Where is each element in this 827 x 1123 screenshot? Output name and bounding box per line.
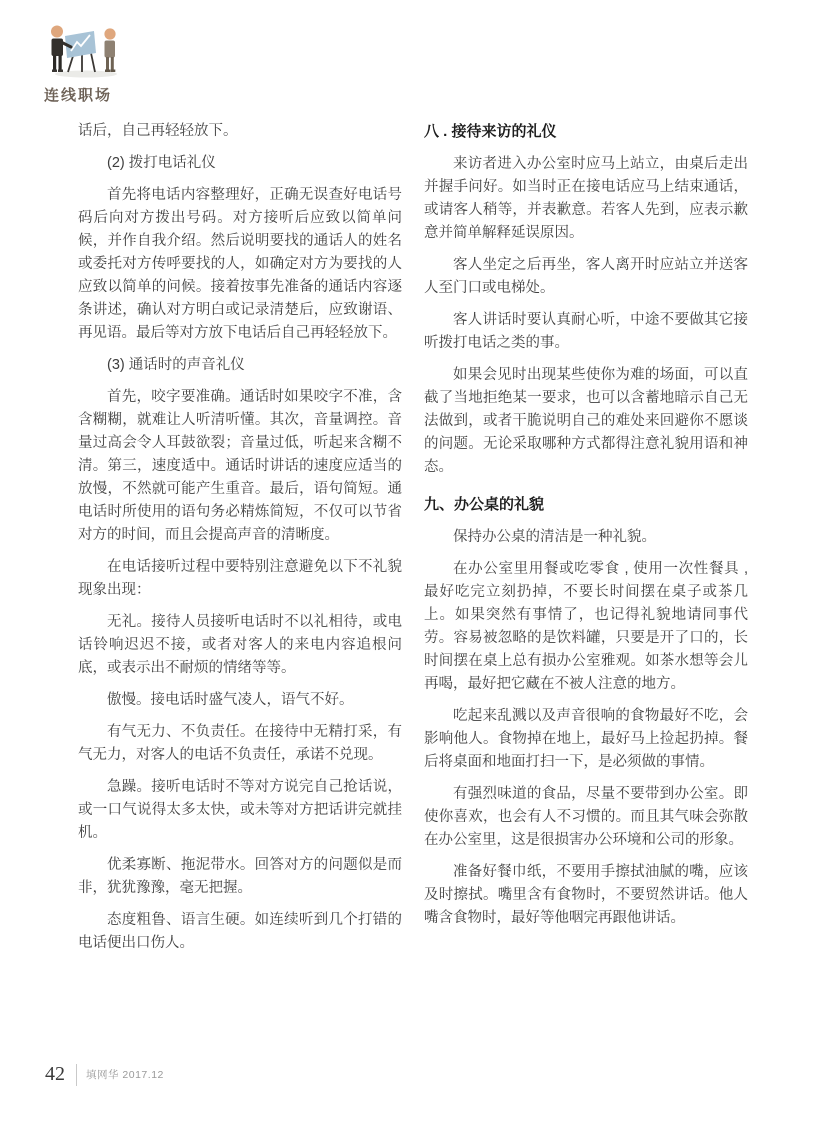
paragraph: 话后，自己再轻轻放下。 bbox=[78, 123, 238, 139]
paragraph: (2) 拨打电话礼仪 bbox=[107, 155, 216, 171]
paragraph: 客人讲话时要认真耐心听，中途不要做其它接听拨打电话之类的事。 bbox=[424, 312, 748, 351]
section-heading: 九、办公桌的礼貌 bbox=[424, 496, 545, 513]
paragraph: 吃起来乱溅以及声音很响的食物最好不吃，会影响他人。食物掉在地上，最好马上捡起扔掉。餐后将桌面和地面打扫一下，是必须做的事情。 bbox=[424, 708, 748, 770]
column-logo-text: 连线职场 bbox=[44, 87, 113, 104]
paragraph: 客人坐定之后再坐，客人离开时应站立并送客人至门口或电梯处。 bbox=[424, 257, 748, 296]
paragraph: 傲慢。接电话时盛气凌人，语气不好。 bbox=[107, 692, 354, 708]
page-footer bbox=[45, 1063, 164, 1086]
column-logo bbox=[44, 22, 154, 105]
paragraph: 优柔寡断、拖泥带水。回答对方的问题似是而非，犹犹豫豫，毫无把握。 bbox=[78, 857, 402, 896]
right-column bbox=[424, 120, 748, 964]
paragraph: 首先，咬字要准确。通话时如果咬字不准，含含糊糊，就难让人听清听懂。其次，音量调控。音量过高会令人耳鼓欲裂；音量过低，听起来含糊不清。第三，速度适中。通话时讲话的速度应适当的放慢，不然就可能产生重音。最后，语句简短。通电话时所使用的语句务必精炼简短，不仅可以节省对方的时间，而且会提高声音的清晰度。 bbox=[78, 389, 402, 543]
article-body bbox=[78, 120, 748, 964]
paragraph: 态度粗鲁、语言生硬。如连续听到几个打错的电话便出口伤人。 bbox=[78, 912, 402, 951]
left-column bbox=[78, 120, 402, 964]
paragraph: 首先将电话内容整理好，正确无误查好电话号码后向对方拨出号码。对方接听后应致以简单问候，并作自我介绍。然后说明要找的通话人的姓名或委托对方传呼要找的人，如确定对方为要找的人应致以简单的问候。接着按事先准备的通话内容逐条讲述，确认对方明白或记录清楚后，应致谢语、再见语。最后等对方放下电话后自己再轻轻放下。 bbox=[78, 187, 402, 341]
magazine-name-date: 填网华 2017.12 bbox=[86, 1069, 164, 1081]
paragraph: (3) 通话时的声音礼仪 bbox=[107, 357, 245, 373]
paragraph: 在办公室里用餐或吃零食 , 使用一次性餐具 , 最好吃完立刻扔掉，不要长时间摆在桌子或茶几上。如果突然有事情了，也记得礼貌地请同事代劳。容易被忽略的是饮料罐，只要是开了口的，长时间摆在桌上总有损办公室雅观。如茶水想等会儿再喝，最好把它藏在不被人注意的地方。 bbox=[424, 561, 748, 692]
paragraph: 有强烈味道的食品，尽量不要带到办公室。即使你喜欢，也会有人不习惯的。而且其气味会弥散在办公室里，这是很损害办公环境和公司的形象。 bbox=[424, 786, 748, 848]
paragraph: 如果会见时出现某些使你为难的场面，可以直截了当地拒绝某一要求，也可以含蓄地暗示自己无法做到，或者干脆说明自己的难处来回避你不愿谈的问题。无论采取哪种方式都得注意礼貌用语和神态。 bbox=[424, 367, 748, 475]
paragraph: 准备好餐巾纸，不要用手擦拭油腻的嘴，应该及时擦拭。嘴里含有食物时，不要贸然讲话。他人嘴含食物时，最好等他咽完再跟他讲话。 bbox=[424, 864, 748, 926]
paragraph: 有气无力、不负责任。在接待中无精打采，有气无力，对客人的电话不负责任，承诺不兑现。 bbox=[78, 724, 402, 763]
section-heading: 八 . 接待来访的礼仪 bbox=[424, 123, 557, 140]
paragraph: 在电话接听过程中要特别注意避免以下不礼貌现象出现： bbox=[78, 559, 402, 598]
paragraph: 来访者进入办公室时应马上站立，由桌后走出并握手问好。如当时正在接电话应马上结束通话，或请客人稍等，并表歉意。若客人先到，应表示歉意并简单解释延误原因。 bbox=[424, 156, 748, 241]
paragraph: 保持办公桌的清洁是一种礼貌。 bbox=[453, 529, 656, 545]
presentation-figures-icon bbox=[44, 22, 128, 82]
paragraph: 无礼。接待人员接听电话时不以礼相待，或电话铃响迟迟不接，或者对客人的来电内容追根问底，或表示出不耐烦的情绪等等。 bbox=[78, 614, 402, 676]
page-number: 42 bbox=[45, 1063, 65, 1085]
footer-divider bbox=[76, 1064, 77, 1086]
paragraph: 急躁。接听电话时不等对方说完自己抢话说，或一口气说得太多太快，或未等对方把话讲完就挂机。 bbox=[78, 779, 402, 841]
